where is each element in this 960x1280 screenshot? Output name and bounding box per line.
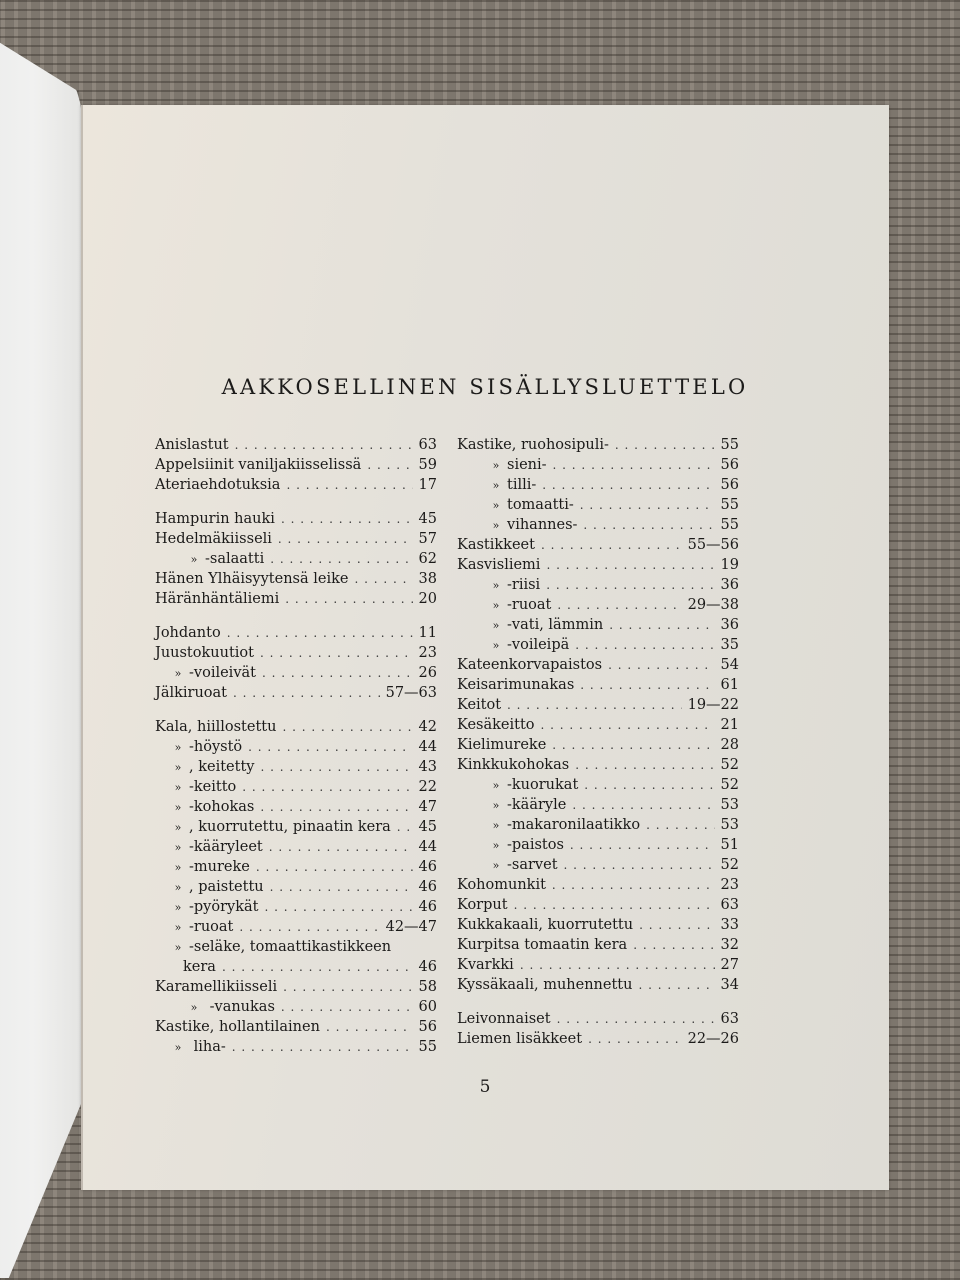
entry-page-ref: 42—47: [385, 919, 437, 935]
dot-leader: [281, 997, 413, 1017]
dot-leader: [283, 977, 412, 997]
index-entry: [155, 737, 437, 757]
index-entry: [457, 775, 739, 795]
entry-page-ref: 19—22: [687, 697, 739, 713]
index-entry: [457, 855, 739, 875]
entry-label: Kateenkorvapaistos: [457, 657, 603, 673]
entry-page-ref: 53: [720, 797, 739, 813]
index-entry: [155, 435, 437, 455]
index-entry: [155, 997, 437, 1017]
ditto-mark-icon: »: [492, 619, 500, 632]
dot-leader: [572, 795, 714, 815]
entry-page-ref: 58: [418, 979, 437, 995]
ditto-mark-icon: »: [190, 553, 198, 566]
ditto-mark-icon: »: [492, 639, 500, 652]
entry-label: Häränhäntäliemi: [155, 591, 280, 607]
entry-page-ref: 46: [418, 879, 437, 895]
index-entry: [155, 937, 437, 957]
entry-page-ref: 52: [720, 777, 739, 793]
entry-label: » sieni-: [457, 455, 547, 476]
dot-leader: [615, 435, 715, 455]
entry-page-ref: 43: [418, 759, 437, 775]
entry-page-ref: 20: [418, 591, 437, 607]
index-entry: [155, 817, 437, 837]
ditto-mark-icon: »: [174, 821, 182, 834]
index-entry: [155, 1037, 437, 1057]
index-entry: [457, 555, 739, 575]
index-entry: [457, 815, 739, 835]
ditto-mark-icon: »: [492, 839, 500, 852]
entry-label: » -sarvet: [457, 855, 558, 876]
index-entry: [155, 589, 437, 609]
dot-leader: [269, 837, 413, 857]
index-entry: [457, 635, 739, 655]
dot-leader: [227, 623, 413, 643]
dot-leader: [541, 535, 682, 555]
dot-leader: [233, 683, 380, 703]
ditto-mark-icon: »: [174, 841, 182, 854]
entry-gap: [155, 495, 437, 509]
ditto-mark-icon: »: [492, 799, 500, 812]
entry-label: Anislastut: [155, 437, 229, 453]
entry-label: » , paistettu: [155, 877, 264, 898]
entry-page-ref: 57: [418, 531, 437, 547]
entry-page-ref: 36: [720, 577, 739, 593]
ditto-mark-icon: »: [174, 741, 182, 754]
ditto-mark-icon: »: [190, 1001, 198, 1014]
ditto-mark-icon: »: [492, 819, 500, 832]
entry-gap: [457, 995, 739, 1009]
dot-leader: [260, 797, 412, 817]
dot-leader: [235, 435, 413, 455]
index-entry: [155, 569, 437, 589]
index-entry: [457, 875, 739, 895]
dot-leader: [557, 1009, 715, 1029]
index-column-left: [155, 435, 437, 1057]
index-entry: [457, 935, 739, 955]
entry-label: » -kääryle: [457, 795, 566, 816]
dot-leader: [520, 955, 715, 975]
index-entry: [155, 957, 437, 977]
entry-label: Jälkiruoat: [155, 685, 227, 701]
ditto-mark-icon: »: [492, 499, 500, 512]
entry-page-ref: 42: [418, 719, 437, 735]
ditto-mark-icon: »: [174, 781, 182, 794]
entry-label: » -pyörykät: [155, 897, 258, 918]
entry-page-ref: 59: [418, 457, 437, 473]
ditto-mark-icon: »: [492, 579, 500, 592]
entry-page-ref: 55: [720, 517, 739, 533]
index-entry: [457, 795, 739, 815]
dot-leader: [546, 575, 714, 595]
entry-page-ref: 52: [720, 757, 739, 773]
index-entry: [155, 857, 437, 877]
dot-leader: [633, 935, 714, 955]
dot-leader: [557, 595, 681, 615]
dot-leader: [541, 715, 715, 735]
dot-leader: [514, 895, 715, 915]
dot-leader: [575, 635, 714, 655]
entry-page-ref: 11: [418, 625, 437, 641]
entry-label: » -paistos: [457, 835, 564, 856]
ditto-mark-icon: »: [492, 859, 500, 872]
entry-page-ref: 61: [720, 677, 739, 693]
ditto-mark-icon: »: [492, 779, 500, 792]
entry-page-ref: 32: [720, 937, 739, 953]
entry-label: » -keitto: [155, 777, 236, 798]
ditto-mark-icon: »: [174, 761, 182, 774]
entry-page-ref: 17: [418, 477, 437, 493]
entry-page-ref: 53: [720, 817, 739, 833]
dot-leader: [282, 717, 412, 737]
index-entry: [155, 643, 437, 663]
entry-gap: [155, 703, 437, 717]
dot-leader: [507, 695, 682, 715]
dot-leader: [239, 917, 379, 937]
dot-leader: [256, 857, 413, 877]
ditto-mark-icon: »: [492, 519, 500, 532]
index-entry: [457, 655, 739, 675]
entry-label: Kastikkeet: [457, 537, 535, 553]
dot-leader: [583, 515, 714, 535]
entry-page-ref: 36: [720, 617, 739, 633]
index-entry: [457, 1029, 739, 1049]
entry-page-ref: 56: [418, 1019, 437, 1035]
entry-label: » liha-: [155, 1037, 226, 1058]
entry-label: » -kuorukat: [457, 775, 578, 796]
index-entry: [155, 977, 437, 997]
entry-label: Ateriaehdotuksia: [155, 477, 281, 493]
entry-label: Hänen Ylhäisyytensä leike: [155, 571, 349, 587]
entry-page-ref: 55: [418, 1039, 437, 1055]
index-entry: [457, 475, 739, 495]
entry-label: » -seläke, tomaattikastikkeen: [155, 937, 391, 958]
dot-leader: [222, 957, 413, 977]
dot-leader: [248, 737, 412, 757]
dot-leader: [584, 775, 714, 795]
entry-page-ref: 22—26: [687, 1031, 739, 1047]
index-entry: [155, 663, 437, 683]
entry-page-ref: 29—38: [687, 597, 739, 613]
dot-leader: [270, 549, 412, 569]
index-entry: [155, 529, 437, 549]
index-entry: [457, 455, 739, 475]
ditto-mark-icon: »: [174, 901, 182, 914]
dot-leader: [354, 569, 412, 589]
entry-label: Juustokuutiot: [155, 645, 254, 661]
entry-page-ref: 46: [418, 959, 437, 975]
entry-page-ref: 46: [418, 899, 437, 915]
dot-leader: [232, 1037, 413, 1057]
entry-label: Keisarimunakas: [457, 677, 575, 693]
dot-leader: [639, 915, 714, 935]
index-entry: [457, 515, 739, 535]
entry-gap: [155, 609, 437, 623]
dot-leader: [326, 1017, 413, 1037]
dot-leader: [270, 877, 413, 897]
entry-label: Hedelmäkiisseli: [155, 531, 272, 547]
dot-leader: [564, 855, 715, 875]
entry-page-ref: 34: [720, 977, 739, 993]
dot-leader: [262, 663, 413, 683]
entry-page-ref: 62: [418, 551, 437, 567]
entry-page-ref: 19: [720, 557, 739, 573]
entry-label: » -makaronilaatikko: [457, 815, 640, 836]
index-entry: [155, 777, 437, 797]
entry-page-ref: 28: [720, 737, 739, 753]
entry-label: kera: [183, 959, 216, 975]
index-entry: [457, 495, 739, 515]
entry-label: Kyssäkaali, muhennettu: [457, 977, 633, 993]
index-entry: [457, 955, 739, 975]
entry-label: Kasvisliemi: [457, 557, 541, 573]
index-entry: [155, 509, 437, 529]
entry-page-ref: 26: [418, 665, 437, 681]
page-number: 5: [479, 1077, 491, 1097]
page-spine-edge: [81, 105, 83, 1190]
entry-page-ref: 23: [720, 877, 739, 893]
index-entry: [457, 695, 739, 715]
index-entry: [155, 797, 437, 817]
entry-label: » -ruoat: [155, 917, 233, 938]
index-entry: [155, 623, 437, 643]
entry-page-ref: 45: [418, 819, 437, 835]
index-entry: [457, 895, 739, 915]
entry-label: » -vati, lämmin: [457, 615, 603, 636]
entry-label: Kinkkukohokas: [457, 757, 570, 773]
ditto-mark-icon: »: [174, 1041, 182, 1054]
entry-label: » -höystö: [155, 737, 242, 758]
dot-leader: [552, 875, 715, 895]
entry-page-ref: 35: [720, 637, 739, 653]
dot-leader: [260, 757, 412, 777]
dot-leader: [608, 655, 714, 675]
dot-leader: [285, 589, 412, 609]
index-entry: [155, 877, 437, 897]
dot-leader: [542, 475, 714, 495]
index-entry: [457, 975, 739, 995]
entry-label: » , kuorrutettu, pinaatin kera: [155, 817, 391, 838]
entry-label: Kala, hiillostettu: [155, 719, 277, 735]
index-entry: [155, 549, 437, 569]
dot-leader: [580, 495, 715, 515]
entry-page-ref: 44: [418, 739, 437, 755]
dot-leader: [278, 529, 413, 549]
dot-leader: [242, 777, 412, 797]
index-entry: [155, 837, 437, 857]
entry-page-ref: 45: [418, 511, 437, 527]
index-entry: [457, 575, 739, 595]
ditto-mark-icon: »: [492, 459, 500, 472]
index-entry: [155, 917, 437, 937]
entry-page-ref: 56: [720, 477, 739, 493]
entry-label: Keitot: [457, 697, 502, 713]
entry-label: Korput: [457, 897, 508, 913]
entry-page-ref: 54: [720, 657, 739, 673]
dot-leader: [588, 1029, 682, 1049]
ditto-mark-icon: »: [174, 801, 182, 814]
entry-label: Kastike, hollantilainen: [155, 1019, 320, 1035]
entry-label: Kesäkeitto: [457, 717, 535, 733]
entry-page-ref: 44: [418, 839, 437, 855]
entry-label: » tomaatti-: [457, 495, 574, 516]
ditto-mark-icon: »: [174, 881, 182, 894]
index-entry: [457, 755, 739, 775]
index-title: AAKKOSELLINEN SISÄLLYSLUETTELO: [221, 375, 749, 399]
entry-label: Appelsiinit vaniljakiisselissä: [155, 457, 362, 473]
entry-label: » vihannes-: [457, 515, 577, 536]
index-entry: [155, 757, 437, 777]
index-column-right: [457, 435, 739, 1049]
dot-leader: [553, 455, 715, 475]
ditto-mark-icon: »: [492, 479, 500, 492]
entry-label: » -kohokas: [155, 797, 254, 818]
entry-page-ref: 52: [720, 857, 739, 873]
entry-page-ref: 63: [720, 1011, 739, 1027]
dot-leader: [367, 455, 412, 475]
entry-label: Leivonnaiset: [457, 1011, 551, 1027]
entry-label: Kukkakaali, kuorrutettu: [457, 917, 634, 933]
ditto-mark-icon: »: [492, 599, 500, 612]
entry-page-ref: 55—56: [687, 537, 739, 553]
dot-leader: [575, 755, 714, 775]
index-entry: [457, 1009, 739, 1029]
entry-label: » -riisi: [457, 575, 540, 596]
entry-label: Liemen lisäkkeet: [457, 1031, 583, 1047]
entry-label: » -voileivät: [155, 663, 256, 684]
ditto-mark-icon: »: [174, 667, 182, 680]
index-entry: [457, 715, 739, 735]
entry-page-ref: 55: [720, 437, 739, 453]
index-entry: [457, 675, 739, 695]
entry-label: » -vanukas: [155, 997, 275, 1018]
dot-leader: [397, 817, 413, 837]
index-entry: [457, 435, 739, 455]
entry-label: » -voileipä: [457, 635, 569, 656]
entry-label: Kohomunkit: [457, 877, 546, 893]
book-page: [81, 105, 889, 1190]
index-entry: [155, 475, 437, 495]
entry-page-ref: 55: [720, 497, 739, 513]
entry-label: Kastike, ruohosipuli-: [457, 437, 609, 453]
index-entry: [457, 595, 739, 615]
dot-leader: [570, 835, 715, 855]
dot-leader: [264, 897, 412, 917]
entry-label: » -kääryleet: [155, 837, 263, 858]
ditto-mark-icon: »: [174, 941, 182, 954]
entry-page-ref: 46: [418, 859, 437, 875]
ditto-mark-icon: »: [174, 861, 182, 874]
entry-page-ref: 38: [418, 571, 437, 587]
index-entry: [457, 615, 739, 635]
dot-leader: [546, 555, 714, 575]
entry-page-ref: 27: [720, 957, 739, 973]
index-entry: [155, 897, 437, 917]
ditto-mark-icon: »: [174, 921, 182, 934]
index-entry: [457, 915, 739, 935]
index-entry: [155, 717, 437, 737]
entry-label: » -mureke: [155, 857, 250, 878]
index-entry: [457, 535, 739, 555]
entry-page-ref: 33: [720, 917, 739, 933]
entry-label: Kielimureke: [457, 737, 547, 753]
entry-label: Johdanto: [155, 625, 221, 641]
entry-label: » , keitetty: [155, 757, 254, 778]
entry-label: Hampurin hauki: [155, 511, 275, 527]
entry-page-ref: 47: [418, 799, 437, 815]
entry-page-ref: 60: [418, 999, 437, 1015]
entry-label: » -ruoat: [457, 595, 551, 616]
entry-label: » tilli-: [457, 475, 536, 496]
index-entry: [155, 1017, 437, 1037]
entry-page-ref: 21: [720, 717, 739, 733]
dot-leader: [260, 643, 413, 663]
entry-page-ref: 51: [720, 837, 739, 853]
facing-left-page: [0, 18, 82, 1278]
entry-page-ref: 57—63: [385, 685, 437, 701]
dot-leader: [646, 815, 714, 835]
dot-leader: [638, 975, 714, 995]
dot-leader: [580, 675, 714, 695]
entry-label: Kurpitsa tomaatin kera: [457, 937, 628, 953]
entry-page-ref: 63: [720, 897, 739, 913]
index-entry: [457, 835, 739, 855]
dot-leader: [286, 475, 412, 495]
dot-leader: [552, 735, 714, 755]
index-entry: [155, 683, 437, 703]
entry-page-ref: 23: [418, 645, 437, 661]
entry-label: Kvarkki: [457, 957, 514, 973]
dot-leader: [609, 615, 714, 635]
entry-page-ref: 63: [418, 437, 437, 453]
entry-page-ref: 56: [720, 457, 739, 473]
index-entry: [457, 735, 739, 755]
entry-page-ref: 22: [418, 779, 437, 795]
dot-leader: [281, 509, 413, 529]
index-entry: [155, 455, 437, 475]
entry-label: Karamellikiisseli: [155, 979, 278, 995]
entry-label: » -salaatti: [155, 549, 264, 570]
